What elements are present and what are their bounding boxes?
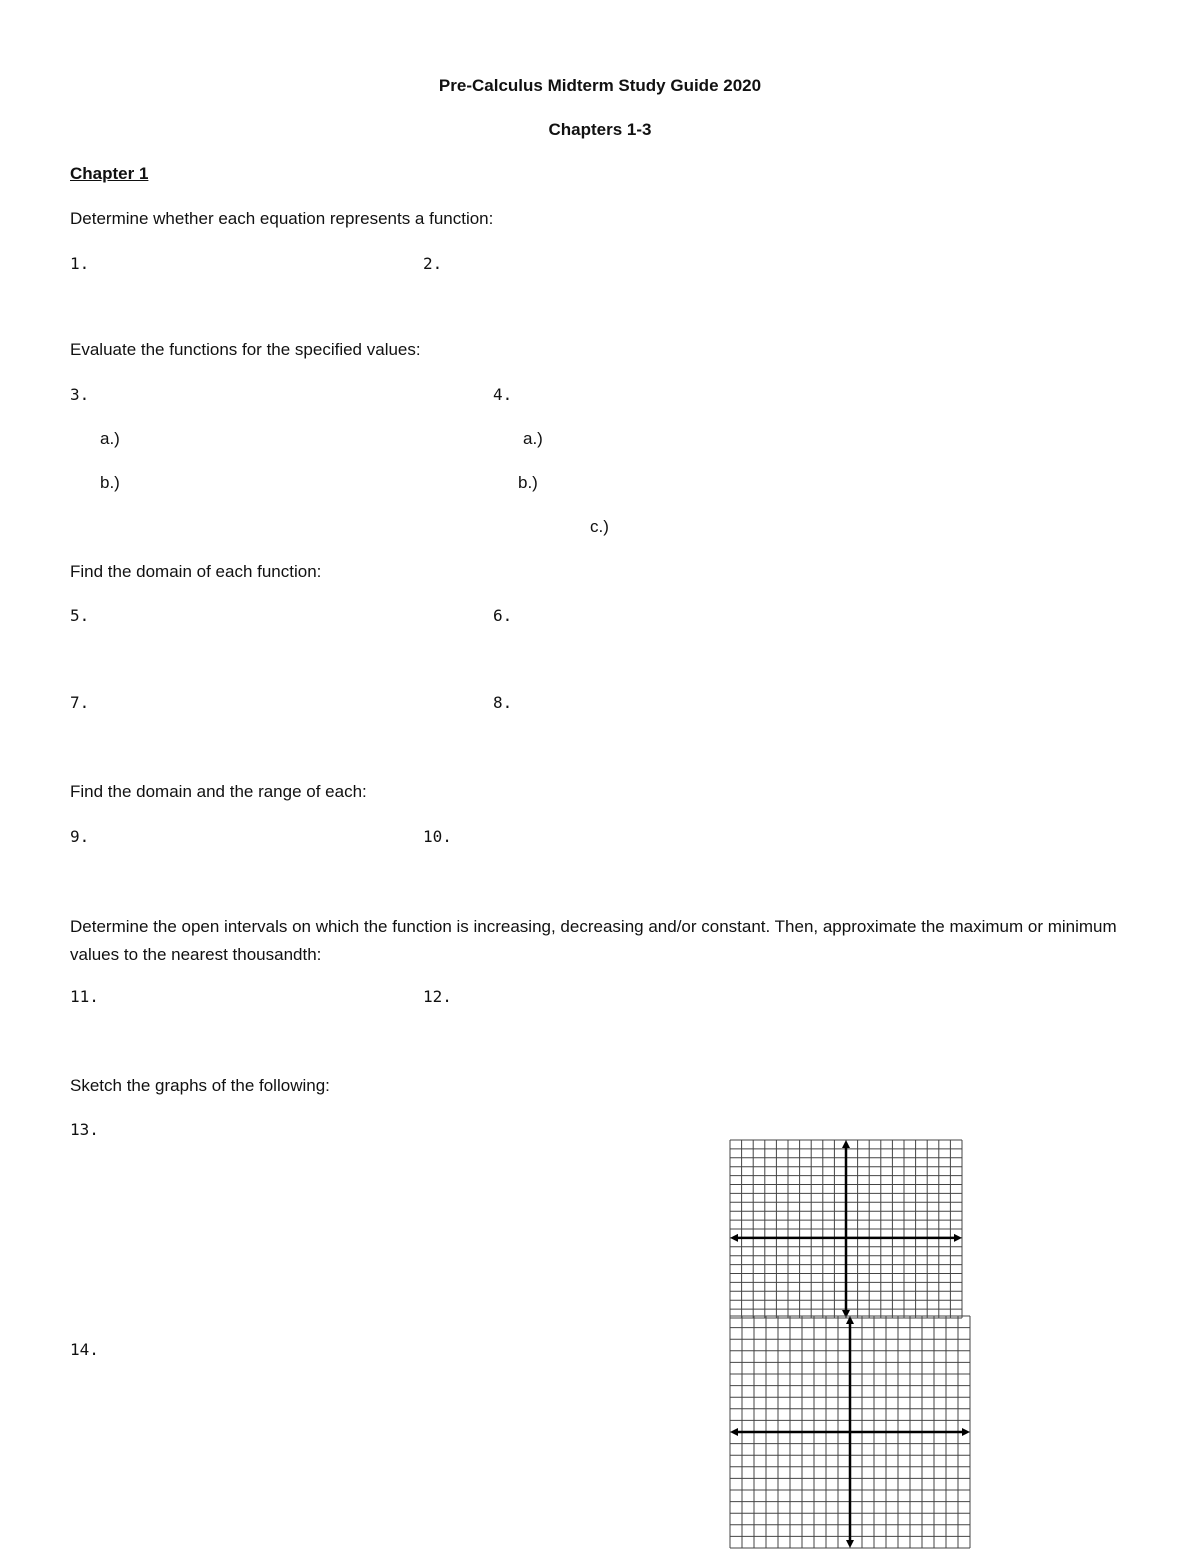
question-number: 2. <box>423 254 443 273</box>
sub-question-label: a.) <box>523 429 543 448</box>
question-number: 13. <box>70 1120 99 1139</box>
instruction-sketch: Sketch the graphs of the following: <box>70 1076 330 1095</box>
question-number: 3. <box>70 385 90 404</box>
question-number: 1. <box>70 254 90 273</box>
coordinate-grid <box>730 1140 966 1320</box>
axis-arrow <box>730 1428 738 1436</box>
axis-arrow <box>730 1234 738 1242</box>
axis-arrow <box>842 1140 850 1148</box>
instruction-domain-range: Find the domain and the range of each: <box>70 782 367 801</box>
axis-arrow <box>962 1428 970 1436</box>
page-subtitle: Chapters 1-3 <box>548 120 652 139</box>
question-number: 9. <box>70 827 90 846</box>
question-number: 14. <box>70 1340 99 1359</box>
instruction-evaluate: Evaluate the functions for the specified values: <box>70 340 421 359</box>
question-number: 7. <box>70 693 90 712</box>
coordinate-grid <box>730 1316 974 1550</box>
instruction-function-test: Determine whether each equation represents a function: <box>70 209 494 228</box>
sub-question-label: b.) <box>518 473 538 492</box>
axis-arrow <box>846 1316 854 1324</box>
instruction-intervals: Determine the open intervals on which the function is increasing, decreasing and/or constant. Then, approximate the maximum or minimum values to the nearest thousandth: <box>70 917 1117 964</box>
question-number: 6. <box>493 606 513 625</box>
axis-arrow <box>846 1540 854 1548</box>
sub-question-label: c.) <box>590 517 609 536</box>
chapter-heading: Chapter 1 <box>70 164 149 183</box>
question-number: 12. <box>423 987 452 1006</box>
question-number: 5. <box>70 606 90 625</box>
axis-arrow <box>954 1234 962 1242</box>
question-number: 11. <box>70 987 99 1006</box>
instruction-domain: Find the domain of each function: <box>70 562 322 581</box>
sub-question-label: b.) <box>100 473 120 492</box>
sub-question-label: a.) <box>100 429 120 448</box>
question-number: 4. <box>493 385 513 404</box>
question-number: 10. <box>423 827 452 846</box>
question-number: 8. <box>493 693 513 712</box>
page-title: Pre-Calculus Midterm Study Guide 2020 <box>438 76 762 95</box>
